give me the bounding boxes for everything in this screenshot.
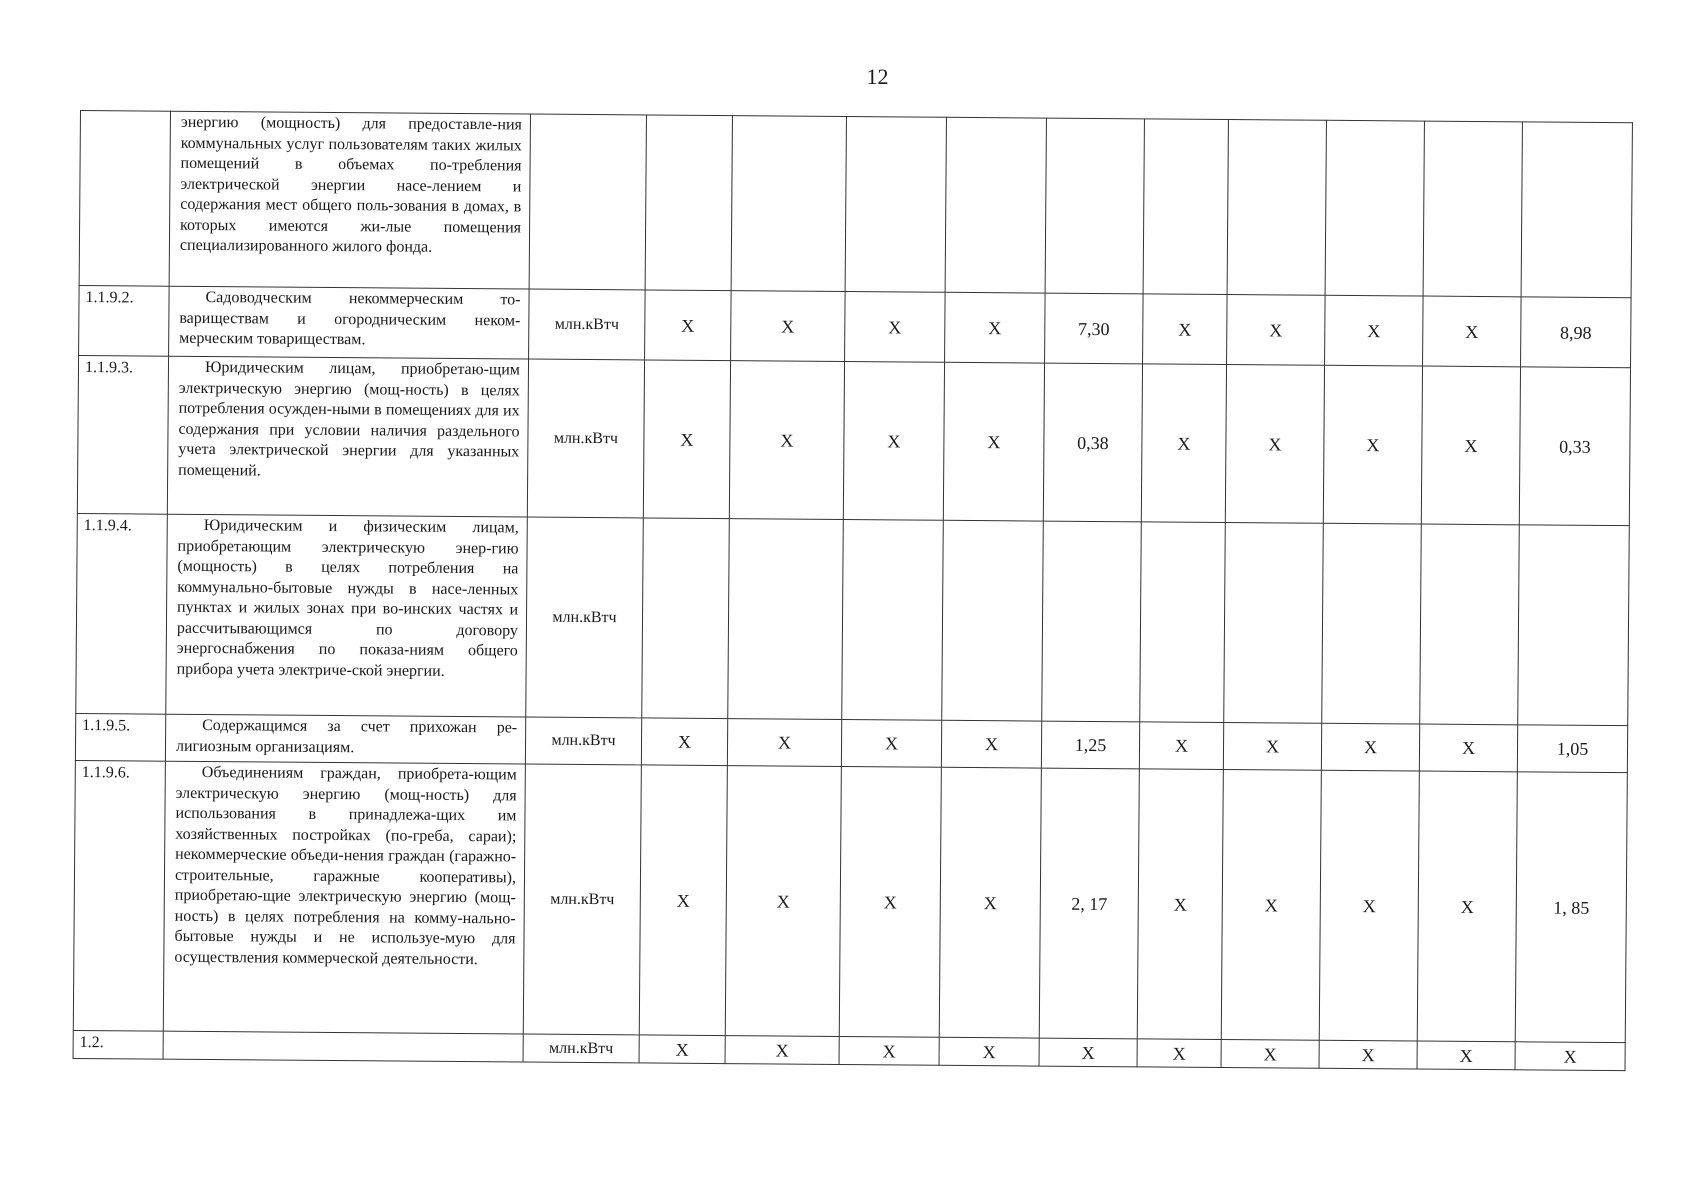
row-description-text: Содержащимся за счет прихожан ре-лигиозным организациям. — [175, 716, 518, 756]
value-cell — [1521, 122, 1632, 298]
tariff-volume-table — [73, 110, 1633, 1071]
value-cell: X — [643, 360, 730, 519]
value-cell: X — [1227, 295, 1326, 366]
row-unit: млн.кВтч — [526, 517, 644, 718]
value-cell: X — [1323, 365, 1422, 524]
value-cell: X — [1225, 365, 1324, 524]
value-cell — [945, 117, 1046, 293]
row-description — [163, 1031, 523, 1062]
value-cell — [1322, 523, 1422, 724]
value-cell — [1518, 525, 1630, 726]
row-number: 1.2. — [73, 1030, 163, 1059]
value-cell — [1042, 521, 1142, 722]
row-description — [169, 286, 530, 359]
value-cell: 1,05 — [1517, 725, 1627, 773]
value-cell — [1045, 118, 1144, 294]
row-number — [79, 111, 170, 287]
table-row — [79, 285, 1632, 367]
row-description — [163, 761, 525, 1034]
row-number: 1.1.9.4. — [76, 513, 168, 714]
value-cell: X — [725, 1036, 839, 1065]
value-cell: X — [727, 719, 841, 767]
value-cell: 1,25 — [1041, 721, 1139, 769]
value-cell: 0,38 — [1043, 363, 1142, 522]
value-cell — [842, 520, 944, 721]
value-cell: X — [1325, 295, 1424, 366]
value-cell: X — [845, 292, 946, 363]
value-cell: X — [1137, 769, 1223, 1040]
value-cell — [645, 115, 732, 291]
value-cell: X — [641, 718, 727, 766]
value-cell: X — [639, 765, 727, 1036]
value-cell — [942, 520, 1044, 721]
value-cell — [731, 116, 846, 292]
row-description — [165, 714, 525, 764]
value-cell: X — [729, 361, 844, 520]
value-cell: X — [945, 292, 1046, 363]
value-cell: X — [1423, 296, 1522, 367]
value-cell: X — [839, 1036, 939, 1065]
row-unit — [529, 114, 646, 290]
value-cell: X — [1417, 1041, 1515, 1070]
value-cell: X — [1417, 771, 1517, 1042]
row-description-text: Садоводческим некоммерческим то-вариществам и огородническим неком-мерческим товариществам. — [179, 288, 521, 349]
row-description — [166, 514, 528, 717]
row-number: 1.1.9.6. — [73, 760, 165, 1031]
table-row — [76, 513, 1630, 725]
row-number: 1.1.9.3. — [77, 355, 168, 514]
value-cell: X — [1321, 723, 1419, 771]
row-description: энергию (мощность) для предоставле-ния коммунальных услуг пользователям таких жилых помещений в объемах по-требления электрической энергии насе-лением и содержания мест общего поль-зования в домах, в которых имеются жи-лые помещения специализированного жилого фонда. — [169, 111, 530, 289]
row-description-text: Объединениям граждан, приобрета-ющим электрическую энергию (мощ-ность) для использования в принадлежа-щих им хозяйственных постройках (по-греба, сараи); некоммерческие объеди-нения граждан (гаражно-строительные, гаражные кооперативы), приобретаю-щие электрическую энергию (мощ-ность) в целях потребления на комму-нально-бытовые нужды и не используе-мую для осуществления коммерческой деятельности. — [174, 763, 517, 968]
value-cell — [1420, 524, 1520, 725]
value-cell: X — [645, 290, 732, 361]
page-number: 12 — [866, 64, 889, 89]
value-cell: X — [841, 720, 941, 768]
value-cell: X — [725, 766, 841, 1037]
value-cell: X — [1223, 723, 1321, 771]
value-cell: X — [1319, 770, 1419, 1041]
value-cell: X — [939, 767, 1041, 1038]
value-cell — [1227, 120, 1326, 296]
table-body — [73, 111, 1632, 1071]
value-cell: X — [941, 720, 1041, 768]
value-cell: X — [1039, 1038, 1137, 1067]
value-cell: X — [1419, 724, 1517, 772]
table-row — [79, 111, 1632, 298]
table-row — [73, 760, 1627, 1042]
value-cell: X — [1421, 366, 1520, 525]
value-cell: X — [943, 362, 1044, 521]
row-unit: млн.кВтч — [527, 359, 644, 518]
value-cell: 2, 17 — [1039, 768, 1139, 1039]
value-cell: 0,33 — [1519, 367, 1630, 526]
value-cell: 7,30 — [1045, 293, 1144, 364]
value-cell: X — [939, 1037, 1039, 1066]
value-cell: X — [731, 291, 846, 362]
row-unit: млн.кВтч — [523, 1034, 639, 1063]
value-cell: X — [1319, 1040, 1417, 1069]
value-cell: X — [1221, 1039, 1319, 1068]
value-cell: X — [1139, 722, 1223, 770]
row-description-text: Юридическим и физическим лицам, приобретающим электрическую энер-гию (мощность) в целях потребления на коммунально-бытовые нужды в насе-ленных пунктах и жилых зонах при во-инских частях и рассчитывающимся по договору энергоснабжения по показа-ниям общего прибора учета электриче-ской энергии. — [176, 516, 519, 680]
value-cell: X — [843, 362, 944, 521]
value-cell — [1423, 121, 1522, 297]
value-cell: 8,98 — [1521, 297, 1632, 368]
row-unit: млн.кВтч — [529, 289, 646, 360]
value-cell: X — [1221, 770, 1321, 1041]
value-cell: 1, 85 — [1515, 772, 1627, 1043]
value-cell: X — [1515, 1042, 1625, 1071]
value-cell: X — [1143, 294, 1228, 365]
value-cell — [845, 117, 946, 293]
value-cell — [1325, 120, 1424, 296]
row-description — [167, 356, 528, 517]
value-cell — [1140, 522, 1226, 723]
value-cell: X — [1141, 364, 1226, 523]
value-cell — [1224, 523, 1324, 724]
row-description-text: Юридическим лицам, приобретаю-щим электрическую энергию (мощ-ность) в целях потребления осужден-ными в помещениях для их содержания при условии наличия раздельного учета электрической энергии для указанных помещений. — [178, 358, 521, 479]
value-cell — [1143, 119, 1228, 295]
row-number: 1.1.9.2. — [79, 285, 170, 356]
table-row — [77, 355, 1630, 525]
value-cell — [642, 518, 730, 719]
row-unit: млн.кВтч — [525, 717, 641, 765]
value-cell — [728, 519, 844, 720]
value-cell: X — [1137, 1039, 1221, 1068]
value-cell: X — [839, 766, 941, 1037]
row-unit: млн.кВтч — [523, 764, 641, 1035]
value-cell: X — [639, 1035, 725, 1064]
row-number: 1.1.9.5. — [75, 713, 165, 761]
